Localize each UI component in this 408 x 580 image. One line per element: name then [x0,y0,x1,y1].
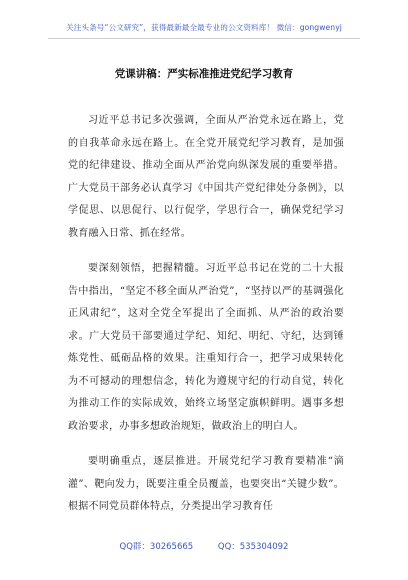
paragraph-focus: 要明确重点，逐层推进。开展党纪学习教育要精准“滴灌”、靶向发力，既要注重全员覆盖，也要突出“关键少数”。根据不同党员群体特点，分类提出学习教育任 [68,456,344,512]
paragraph-comprehend: 要深刻领悟，把握精髓。习近平总书记在党的二十大报告中指出，“坚定不移全面从严治党”，“坚持以严的基调强化正风肃纪”，这对全党全军提出了全面抓、从严治的政治要求。广大党员干部要通过学纪、知纪、明纪、守纪，达到锤炼党性、砥砺品格的效果。注重知行合一，把学习成果转化为不可撼动的理想信念，转化为遵规守纪的行动自觉，转化为推动工作的实际成效，始终立场坚定旗帜鲜明。遇事多想政治要求，办事多想政治规矩，做政治上的明白人。 [68,263,344,432]
paragraph-intro: 习近平总书记多次强调，全面从严治党永远在路上，党的自我革命永远在路上。在全党开展党纪学习教育，是加强党的纪律建设、推动全面从严治党向纵深发展的重要举措。广大党员干部务必认真学习《中国共产党纪律处分条例》，以学促思、以思促行、以行促学，学思行合一，确保党纪学习教育融入日常、抓在经常。 [68,115,344,239]
document-title: 党课讲稿：严实标准推进党纪学习教育 [114,68,294,80]
qq-number: QQ：535304092 [217,542,289,552]
qq-group-number: QQ群：30265665 [119,542,194,552]
footer-contact [0,540,408,552]
document-body [68,110,344,532]
header-divider [48,38,360,39]
header-note: 关注头条号“公文研究”，获得最新最全最专业的公文资料库！ 微信：gongwenyj [66,23,342,32]
